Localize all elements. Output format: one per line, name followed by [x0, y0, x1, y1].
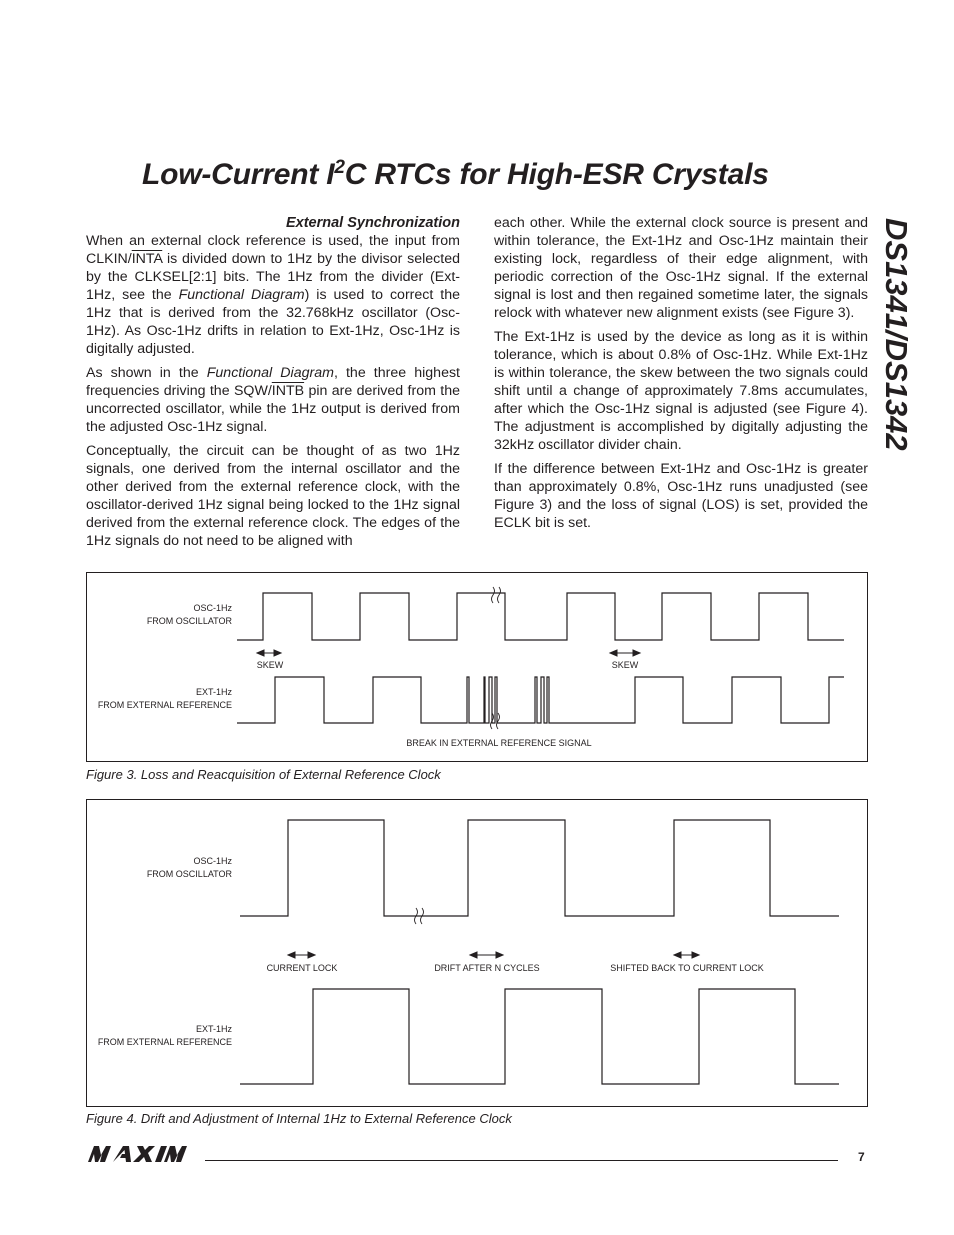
- osc-label: FROM OSCILLATOR: [146, 616, 232, 626]
- osc-label: OSC-1Hz: [193, 856, 232, 866]
- skew-arrow-left: [257, 650, 281, 656]
- ext-label: FROM EXTERNAL REFERENCE: [97, 1037, 232, 1047]
- paragraph: When an external clock reference is used, the input from CLKIN/INTA is divided down to 1Hz by the divisor selected by the CLKSEL[2:1] bits. The 1Hz from the divider (Ext-1Hz, see the Functional Diagram) is used to correct the 1Hz that is derived from the 32.768kHz oscillator (Osc-1Hz). As Osc-1Hz drifts in relation to Ext-1Hz, Osc-1Hz is digitally adjusted.: [86, 233, 460, 357]
- figure-4-caption: Figure 4. Drift and Adjustment of Internal 1Hz to External Reference Clock: [86, 1111, 512, 1126]
- figure-4-timing-diagram: [87, 800, 869, 1108]
- page-number: 7: [858, 1150, 865, 1164]
- sidebar-part-number: DS1341/DS1342: [879, 218, 914, 451]
- paragraph: As shown in the Functional Diagram, the three highest frequencies driving the SQW/INTB pin are derived from the uncorrected oscillator, while the 1Hz output is derived from the adjusted Osc-1Hz signal.: [86, 365, 461, 435]
- paragraph: If the difference between Ext-1Hz and Osc-1Hz is greater than approximately 0.8%, Osc-1Hz runs unadjusted (see Figure 3) and the loss of signal (LOS) is set, provided the ECLK bit is set.: [494, 461, 868, 531]
- skew-label: SKEW: [256, 660, 284, 670]
- maxim-logo: [86, 1144, 202, 1164]
- figure-4: [86, 799, 868, 1107]
- column-left: [86, 214, 460, 556]
- osc-waveform: [237, 593, 844, 640]
- drift-label: DRIFT AFTER N CYCLES: [434, 963, 540, 973]
- ext-label: FROM EXTERNAL REFERENCE: [97, 700, 232, 710]
- section-heading: External Synchronization: [285, 215, 460, 231]
- osc-label: OSC-1Hz: [193, 603, 232, 613]
- osc-label: FROM OSCILLATOR: [146, 869, 232, 879]
- current-lock-arrow: [288, 952, 315, 958]
- paragraph: Conceptually, the circuit can be thought of as two 1Hz signals, one derived from the internal oscillator and the other derived from the external reference clock, with the oscillator-derived 1Hz signal being locked to the 1Hz signal derived from the external reference clock. The edges of the 1Hz signals do not need to be aligned with: [86, 443, 460, 549]
- column-right: [494, 214, 868, 538]
- skew-arrow-right: [610, 650, 640, 656]
- ext-label: EXT-1Hz: [195, 687, 232, 697]
- break-mark: [492, 587, 501, 603]
- page-title: Low-Current $I^2C$ RTCs for High-ESR Crystals: [142, 157, 769, 191]
- paragraph: each other. While the external clock source is present and within tolerance, the Ext-1Hz and Osc-1Hz maintain their existing lock, regardless of their edge alignment, with periodic correction of the Osc-1Hz signal. If the external signal is lost and then regained sometime later, the signals relock with whatever new alignment exists (see Figure 3).: [494, 215, 868, 321]
- ext-label: EXT-1Hz: [195, 1024, 232, 1034]
- paragraph: The Ext-1Hz is used by the device as long as it is within tolerance, which is about 0.8% of Osc-1Hz. While Ext-1Hz is within tolerance, the skew between the two signals could shift until a change of approximately 7.8ms accumulates, after which the Osc-1Hz signal is adjusted (see Figure 4). The adjustment is accomplished by digitally adjusting the 32kHz oscillator divider chain.: [494, 329, 868, 453]
- footer-rule: [205, 1160, 838, 1161]
- ext-waveform: [240, 989, 839, 1084]
- skew-label: SKEW: [611, 660, 639, 670]
- figure-3-caption: Figure 3. Loss and Reacquisition of External Reference Clock: [86, 767, 441, 782]
- osc-waveform: [240, 820, 839, 916]
- figure-3: [86, 572, 868, 762]
- shifted-label: SHIFTED BACK TO CURRENT LOCK: [610, 963, 764, 973]
- shifted-arrow: [674, 952, 699, 958]
- drift-arrow: [470, 952, 503, 958]
- figure-3-timing-diagram: [87, 573, 869, 763]
- break-label: BREAK IN EXTERNAL REFERENCE SIGNAL: [406, 738, 592, 748]
- ext-waveform: [237, 677, 844, 723]
- current-lock-label: CURRENT LOCK: [266, 963, 338, 973]
